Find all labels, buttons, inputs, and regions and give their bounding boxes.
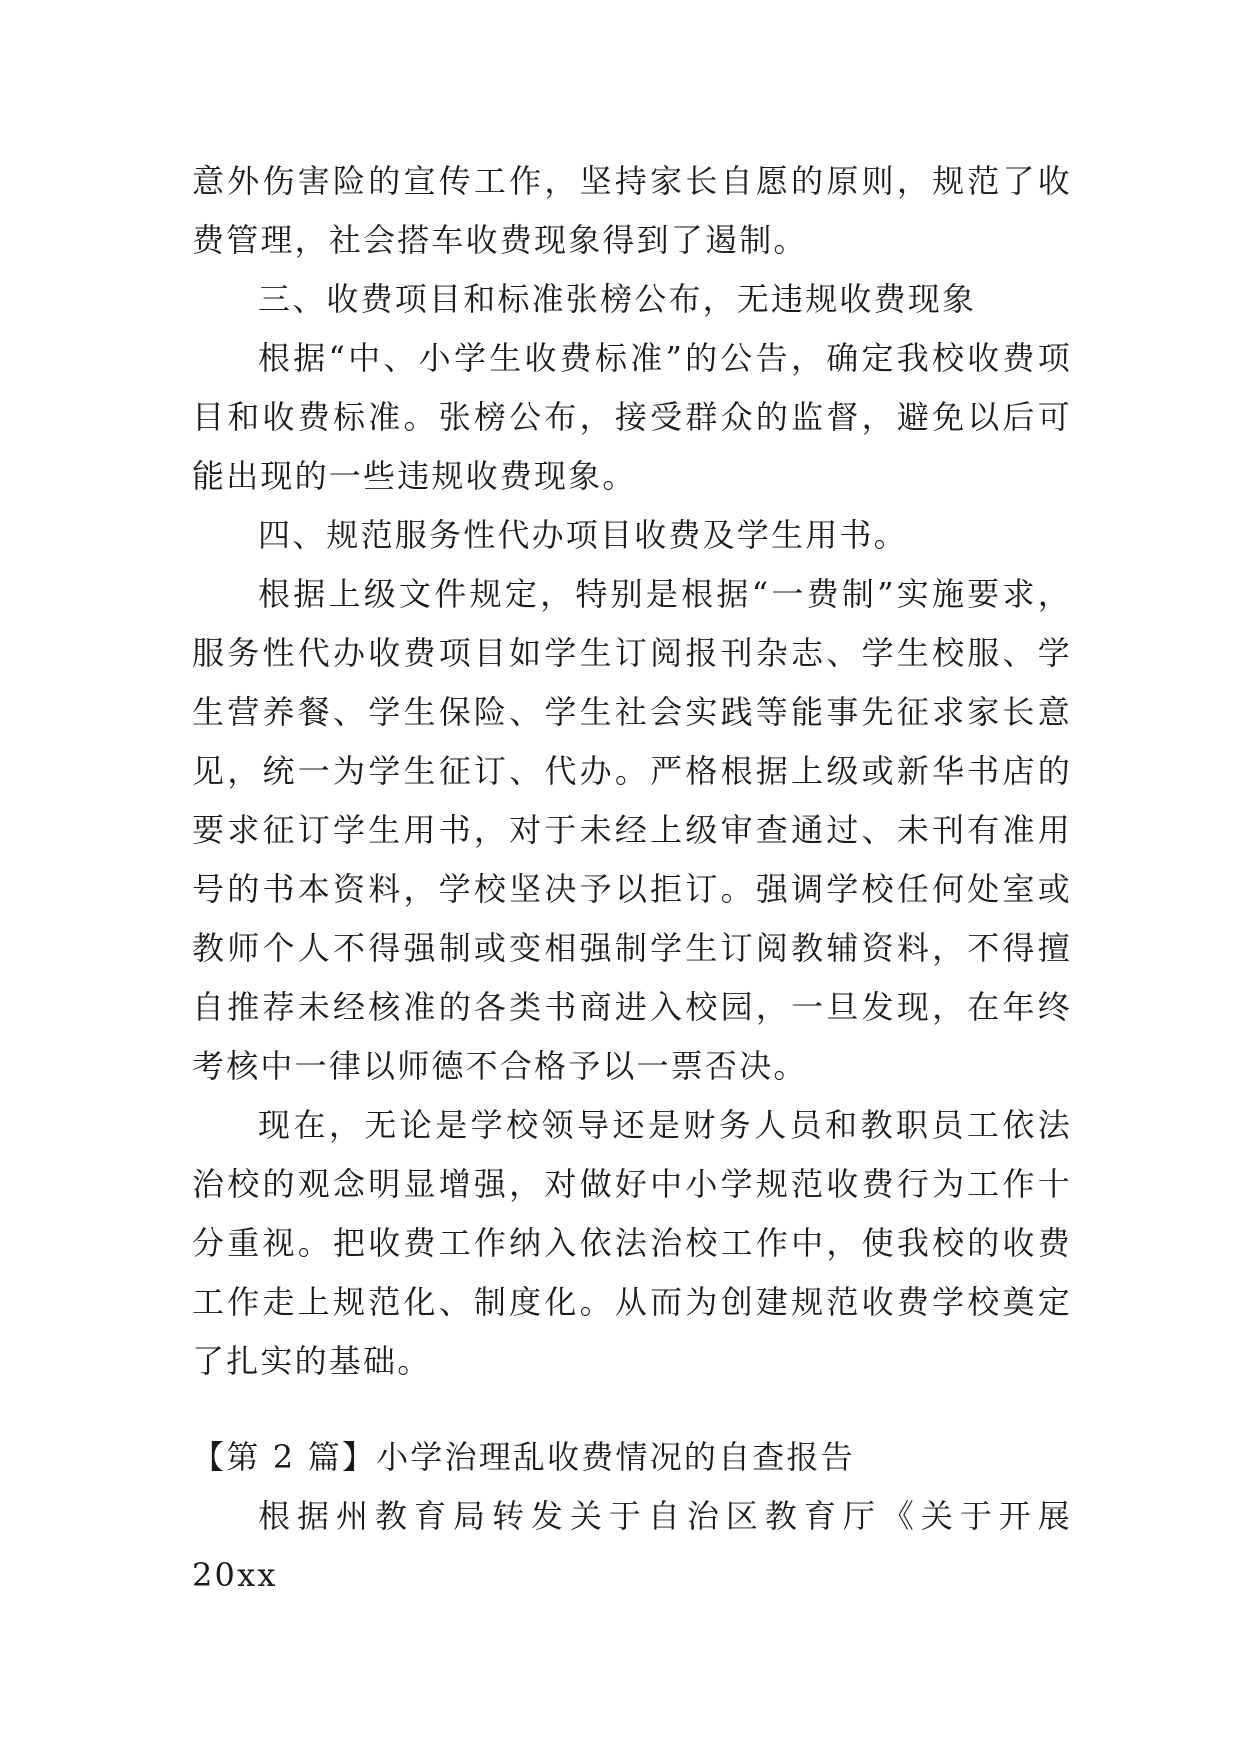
- paragraph-fee-management: 意外伤害险的宣传工作，坚持家长自愿的原则，规范了收费管理，社会搭车收费现象得到了遏制。: [192, 162, 1072, 259]
- section-2-paragraph: 根据州教育局转发关于自治区教育厅《关于开展 20xx: [192, 1497, 1072, 1594]
- document-body: [192, 152, 1072, 1391]
- section-2-heading: 【第 2 篇】小学治理乱收费情况的自查报告: [192, 1438, 855, 1476]
- paragraph-service-fees: 根据上级文件规定，特别是根据“一费制”实施要求，服务性代办收费项目如学生订阅报刊杂志、学生校服、学生营养餐、学生保险、学生社会实践等能事先征求家长意见，统一为学生征订、代办。严格根据上级或新华书店的要求征订学生用书，对于未经上级审查通过、未刊有准用号的书本资料，学校坚决予以拒订。强调学校任何处室或教师个人不得强制或变相强制学生订阅教辅资料，不得擅自推荐未经核准的各类书商进入校园，一旦发现，在年终考核中一律以师德不合格予以一票否决。: [192, 575, 1072, 1085]
- paragraph-conclusion: 现在，无论是学校领导还是财务人员和教职员工依法治校的观念明显增强，对做好中小学规范收费行为工作十分重视。把收费工作纳入依法治校工作中，使我校的收费工作走上规范化、制度化。从而为创建规范收费学校奠定了扎实的基础。: [192, 1106, 1072, 1380]
- section-heading-4: 四、规范服务性代办项目收费及学生用书。: [258, 516, 908, 554]
- paragraph-fee-standards: 根据“中、小学生收费标准”的公告，确定我校收费项目和收费标准。张榜公布，接受群众的监督，避免以后可能出现的一些违规收费现象。: [192, 339, 1072, 495]
- section-2: [192, 1428, 1072, 1605]
- section-heading-3: 三、收费项目和标准张榜公布，无违规收费现象: [258, 280, 977, 318]
